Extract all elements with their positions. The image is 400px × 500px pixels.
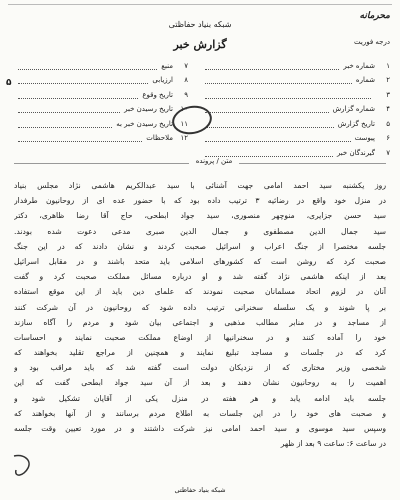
body-line: روز یکشنبه سید احمد امامی جهت آشنائی با سید عبدالکریم هاشمی نژاد مجلس بنیاد [14, 181, 386, 190]
field-number: ۴ [386, 105, 390, 113]
body-line: آنان در لزوم اتحاد مسلمانان صحبت نمودند که علمای دین باید از این موقع استفاده [14, 287, 386, 297]
body-line: سید جمال الدین مصطفوی و جمال الدین صبری مدعی دعوت شده بودند. [14, 226, 386, 236]
body-line: از مساجد و در منابر مطالب مذهبی و اجتماعی بیان شود و مردم را آگاه سازند [14, 317, 386, 327]
body-line: شخصی وزیر مختاری که از نزدیکان دولت است گفته شد که باید مراقب بود و [14, 363, 386, 373]
field-value [205, 130, 351, 142]
field-label: منبع [161, 61, 173, 70]
footer-organization: شبکه بنیاد حفاظتی [174, 486, 226, 494]
body-line: بر پا شوند و یک سلسله سخنرانی ترتیب داده شود که روحانیون در آن شرکت کنند [14, 302, 386, 312]
form-row [18, 99, 188, 114]
classification-stamp: محرمانه [359, 11, 390, 21]
field-value [18, 101, 120, 113]
field-number: ۷ [184, 61, 188, 70]
form-row [18, 70, 188, 85]
field-number: ۱۲ [180, 134, 188, 142]
urgency-label: درجه فوریت [354, 38, 390, 46]
form-row [205, 70, 390, 85]
organization-name: شبکه بنیاد حفاظتی [168, 20, 232, 29]
field-value [205, 72, 352, 84]
form-row [205, 55, 390, 70]
field-number: ۱ [386, 61, 390, 70]
field-label: تاریخ وقوع [142, 90, 173, 99]
field-value [205, 145, 333, 157]
body-line: صحبت کرد که روشن است که کشورهای اسلامی باید متحد باشند و در مقابل اسرائیل [14, 256, 386, 266]
section-divider [14, 157, 386, 169]
body-line: و صحبت های خود را در این جلسات به اطلاع مردم برسانند و از آنها بخواهند که [14, 408, 386, 418]
field-value [18, 116, 112, 128]
field-value [18, 72, 148, 84]
field-label: ارزیابی [152, 76, 173, 84]
body-line: اهمیت را به روحانیون نشان دهند و بعد از آن سید جواد ابطحی گفت که این [14, 378, 386, 388]
body-line: در ساعت ۶: ساعت ۹ بعد از ظهر [280, 439, 386, 449]
field-number: ۷ [386, 148, 390, 157]
form-row [205, 142, 390, 157]
body-line: وسپس سید موسوی و سید احمد امامی نیز شرکت داشتند و در مورد تعیین وقت جلسه [14, 424, 386, 433]
field-number: ۳ [386, 90, 390, 99]
field-label: گیرندگان خبر [336, 148, 375, 157]
form-fields-left [18, 55, 188, 142]
field-value [18, 58, 157, 70]
field-label: شماره [355, 76, 375, 84]
top-rule [8, 4, 392, 5]
handwritten-scribble-mark [10, 452, 34, 480]
field-number: ۲ [386, 76, 390, 84]
form-row [205, 99, 390, 114]
report-body [14, 178, 386, 451]
form-row [205, 128, 390, 143]
field-label: شماره خبر [343, 61, 375, 70]
body-line: در منزل خود واقع در رضائیه ۳ ترتیب داده بود که با حضور عده ای از روحانیون طرفدار [14, 196, 386, 206]
field-label: تاریخ گزارش [337, 119, 375, 128]
field-value [205, 101, 329, 113]
field-label: پیوست [354, 134, 375, 142]
form-row [18, 55, 188, 70]
field-label: تاریخ رسیدن خبر [124, 105, 173, 113]
field-label: تاریخ رسیدن خبر به [116, 119, 173, 128]
field-value [18, 130, 142, 142]
body-line: جلسه مختصرا از جنگ اعراب و اسرائیل صحبت کردند و نشان دادند که در این جنگ [14, 241, 386, 251]
body-line: بعد از اینکه هاشمی نژاد گفته شد و او درباره مسائل مملکت صحبت کرد و گفت [14, 272, 386, 282]
form-fields-right [205, 55, 390, 157]
form-row [18, 113, 188, 128]
body-line: جلسه باید ادامه یابد و هر هفته در منزل یکی از آقایان تشکیل شود و [14, 393, 386, 403]
body-line: خود را آماده کنند و در سخنرانیها از اوضاع مملکت صحبت نمایند و احساسات [14, 332, 386, 342]
field-number: ۱۱ [180, 119, 188, 128]
field-number: ۸ [184, 76, 188, 84]
field-number: ۱۰ [180, 105, 188, 113]
field-number: ۹ [184, 90, 188, 99]
field-label: شماره گزارش [332, 105, 375, 113]
report-title: گزارش خبر [173, 38, 227, 51]
body-line: سید حسن جزایری، منوچهر منصوری، سید جواد ابطحی، حاج آقا رضا ظاهری، دکتر [14, 211, 386, 221]
field-value [205, 58, 339, 70]
form-row [18, 84, 188, 99]
field-label: ملاحظات [146, 134, 173, 142]
field-value [18, 87, 138, 99]
body-line: کرد که در جلسات و مساجد تبلیغ نمایند و همچنین از مراجع تقلید بخواهند که [14, 348, 386, 358]
form-row [205, 113, 390, 128]
field-number: ۵ [386, 119, 390, 128]
field-number: ۶ [386, 134, 390, 142]
divider-label: متن / پرونده [189, 157, 239, 165]
form-row [18, 128, 188, 143]
form-row [205, 84, 390, 99]
field-value [205, 87, 371, 99]
field-value [205, 116, 334, 128]
side-mark: ۵ [6, 78, 12, 88]
